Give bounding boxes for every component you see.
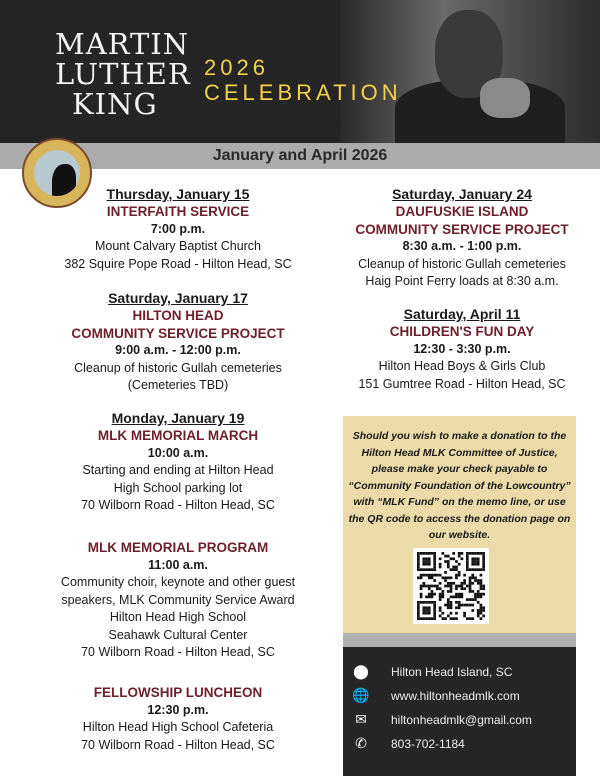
event-detail: 151 Gumtree Road - Hilton Head, SC (358, 376, 566, 391)
event-title: FELLOWSHIP LUNCHEON (93, 685, 263, 700)
event-date: Saturday, January 24 (392, 186, 532, 202)
phone-icon: ✆ (355, 735, 367, 751)
event-detail: 70 Wilborn Road - Hilton Head, SC (81, 498, 275, 512)
event-block (28, 289, 328, 395)
contact-row (343, 735, 465, 752)
event-time: 7:00 p.m. (150, 221, 206, 236)
event-detail: 382 Squire Pope Road - Hilton Head, SC (64, 256, 292, 271)
celebration: CELEBRATION (204, 80, 402, 105)
donation-text: Should you wish to make a donation to the Hilton Head MLK Committee of Justice, please make your check payable to “Community Foundation of the Lowcountry” with “MLK Fund” on the memo line, or use the QR code to access the donation page on our website. (348, 430, 571, 541)
title-king: KING (72, 87, 158, 121)
event-title: COMMUNITY SERVICE PROJECT (355, 221, 569, 237)
event-detail: Hilton Head High School Cafeteria (82, 720, 274, 734)
event-date: Saturday, April 11 (403, 306, 521, 322)
event-detail: speakers, MLK Community Service Award (61, 592, 295, 607)
event-title: CHILDREN'S FUN DAY (389, 324, 535, 339)
event-detail: Starting and ending at Hilton Head (82, 463, 274, 477)
event-detail: Cleanup of historic Gullah cemeteries (358, 256, 566, 271)
event-block (28, 185, 328, 273)
qr-code[interactable] (413, 548, 489, 624)
event-time: 8:30 a.m. - 1:00 p.m. (402, 239, 522, 253)
contact-row (343, 687, 520, 704)
globe-icon: 🌐 (352, 687, 370, 703)
title-luther: LUTHER (55, 57, 191, 91)
event-block (332, 185, 592, 291)
contact-panel (343, 647, 576, 776)
event-detail: Hilton Head Boys & Girls Club (378, 359, 546, 373)
event-detail: High School parking lot (113, 480, 243, 495)
event-detail: Cleanup of historic Gullah cemeteries (74, 360, 282, 375)
event-time: 11:00 a.m. (148, 557, 208, 572)
contact-text[interactable]: 803-702-1184 (391, 736, 465, 751)
event-title: MLK MEMORIAL MARCH (97, 428, 259, 443)
event-date: Monday, January 19 (111, 410, 245, 426)
contact-text[interactable]: www.hiltonheadmlk.com (391, 688, 520, 703)
event-detail: Mount Calvary Baptist Church (94, 239, 262, 253)
event-detail: Hilton Head High School (109, 610, 247, 624)
title-martin: MARTIN (55, 27, 190, 61)
location-pin-icon: ⬤ (353, 663, 369, 679)
event-title: MLK MEMORIAL PROGRAM (87, 540, 269, 555)
contact-text: Hilton Head Island, SC (391, 664, 513, 679)
envelope-icon: ✉ (355, 711, 367, 727)
event-detail: 70 Wilborn Road - Hilton Head, SC (81, 645, 275, 659)
event-detail: 70 Wilborn Road - Hilton Head, SC (81, 737, 275, 752)
donation-box (343, 416, 576, 633)
event-block (28, 684, 328, 754)
event-date: Saturday, January 17 (108, 290, 248, 306)
event-block (28, 409, 328, 515)
date-range-band: January and April 2026 (0, 143, 600, 169)
divider-band (343, 633, 576, 647)
event-title: DAUFUSKIE ISLAND (395, 204, 529, 219)
event-time: 12:30 p.m. (147, 702, 209, 717)
event-detail: Community choir, keynote and other guest (60, 575, 296, 589)
contact-row (343, 711, 532, 728)
event-detail: (Cemeteries TBD) (127, 378, 229, 392)
event-block (28, 539, 328, 662)
header-banner (0, 0, 600, 143)
event-title: INTERFAITH SERVICE (106, 204, 250, 219)
event-title: COMMUNITY SERVICE PROJECT (71, 325, 285, 341)
event-date: Thursday, January 15 (106, 186, 250, 202)
event-time: 9:00 a.m. - 12:00 p.m. (115, 343, 241, 357)
event-time: 12:30 - 3:30 p.m. (413, 341, 511, 356)
event-detail: Haig Point Ferry loads at 8:30 a.m. (365, 274, 559, 288)
contact-row (343, 663, 512, 680)
contact-text[interactable]: hiltonheadmlk@gmail.com (391, 712, 532, 727)
mlk-portrait-photo (340, 0, 600, 143)
event-block (332, 305, 592, 393)
event-detail: Seahawk Cultural Center (108, 627, 248, 642)
event-time: 10:00 a.m. (147, 445, 209, 460)
year: 2026 (204, 55, 269, 80)
event-title: HILTON HEAD (132, 308, 224, 323)
